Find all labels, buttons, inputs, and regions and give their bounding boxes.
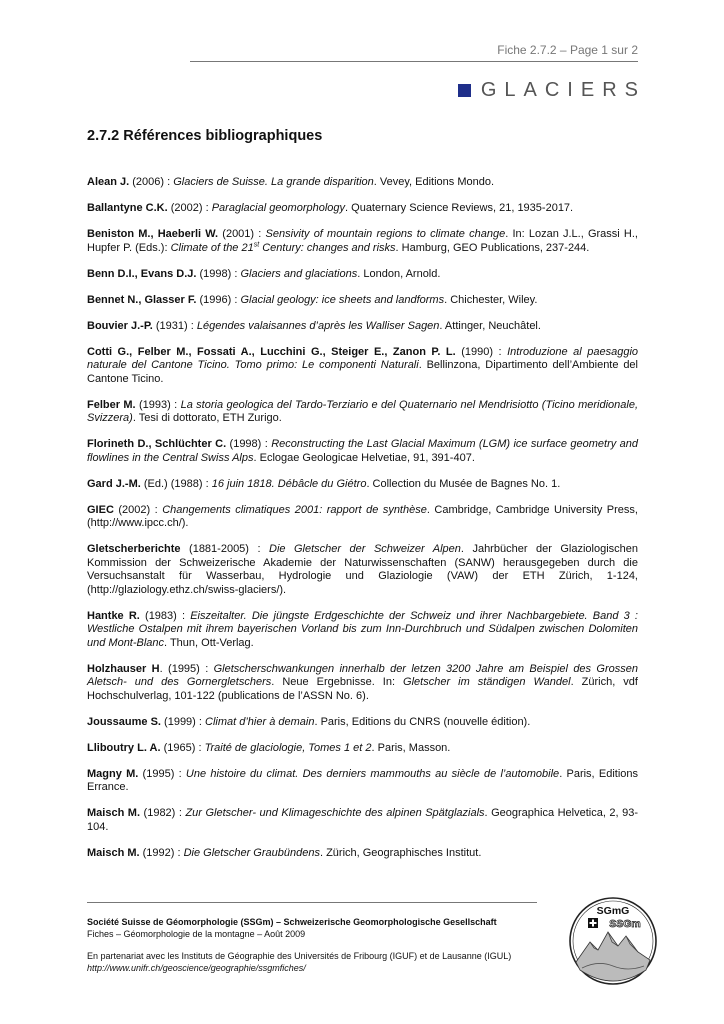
reference-title-secondary: Century: changes and risks	[259, 241, 396, 254]
reference-superscript: st	[253, 240, 260, 248]
reference-details: . Attinger, Neuchâtel.	[439, 319, 541, 332]
reference-year: . (1995) :	[159, 662, 214, 675]
reference-year: (2002) :	[167, 202, 212, 214]
reference-year: (1931) :	[152, 319, 197, 332]
reference-author: Lliboutry L. A.	[87, 741, 161, 754]
reference-author: Magny M.	[87, 767, 139, 780]
reference-details: . In: Lozan J.L., Grassi H., Hupfer P. (Eds.):	[87, 228, 638, 254]
reference-author: Benn D.I., Evans D.J.	[87, 267, 197, 280]
reference-details: . Thun, Ott-Verlag.	[164, 636, 254, 649]
reference-author: Beniston M., Haeberli W.	[87, 228, 219, 240]
reference-year: (2002) :	[113, 503, 163, 516]
reference-author: Maisch M.	[87, 807, 141, 819]
reference-entry	[87, 176, 638, 190]
reference-details: . Zürich, Geographisches Institut.	[319, 846, 482, 859]
reference-entry	[87, 543, 638, 597]
footer-fiches: Fiches – Géomorphologie de la montagne – Août 2009	[87, 928, 306, 939]
page-reference: Fiche 2.7.2 – Page 1 sur 2	[497, 43, 638, 57]
reference-author: Felber M.	[87, 398, 136, 411]
reference-author: Hantke R.	[87, 609, 140, 622]
logo-text-top: SGmG	[596, 905, 630, 917]
reference-author: Bennet N., Glasser F.	[87, 293, 197, 306]
reference-title-secondary: Gletscher im ständigen Wandel	[403, 676, 571, 688]
reference-title: Changements climatiques 2001: rapport de synthèse	[162, 503, 427, 516]
sgmg-logo	[568, 896, 658, 986]
reference-title: Paraglacial geomorphology	[211, 202, 346, 214]
reference-entry	[87, 807, 638, 834]
reference-author: Bouvier J.-P.	[87, 319, 153, 332]
reference-year: (1995) :	[138, 767, 186, 780]
reference-details: . Tesi di dottorato, ETH Zurigo.	[132, 412, 282, 424]
reference-details-secondary: . Hamburg, GEO Publications, 237-244.	[395, 241, 590, 254]
reference-entry	[87, 716, 638, 730]
reference-details: . Vevey, Editions Mondo.	[373, 176, 495, 188]
reference-title: Une histoire du climat. Des derniers mammouths au siècle de l’automobile	[185, 767, 560, 780]
reference-details: . Geographica Helvetica, 2, 93-104.	[87, 807, 638, 833]
footer-society: Société Suisse de Géomorphologie (SSGm) – Schweizerische Geomorphologische Gesellschaft	[87, 917, 497, 927]
header-divider	[190, 61, 638, 62]
reference-year: (2006) :	[129, 176, 174, 188]
reference-author: GIEC	[87, 503, 114, 516]
reference-title: Die Gletscher der Schweizer Alpen	[269, 543, 461, 555]
reference-details: . Paris, Editions Errance.	[87, 767, 638, 793]
reference-title: Die Gletscher Graubündens	[183, 846, 320, 859]
logo-text-bottom: SSGm	[609, 918, 641, 930]
reference-title: Eiszeitalter. Die jüngste Erdgeschichte der Schweiz und ihrer Nachbargebiete. Band 3 : Westliche Ostalpen mit ihrem bayerischen Vorland bis zum Inn-Durchbruch und Südalpen zwischen Dolomiten und Mont-Blanc	[87, 609, 638, 649]
reference-title: 16 juin 1818. Débâcle du Giétro	[211, 477, 367, 490]
reference-entry	[87, 610, 638, 651]
reference-title: La storia geologica del Tardo-Terziario e del Quaternario nel Mendrisiotto (Ticino meridionale, Svizzera)	[87, 398, 639, 424]
footer-url[interactable]: http://www.unifr.ch/geoscience/geographie/ssgmfiches/	[87, 962, 306, 973]
reference-details: . Paris, Masson.	[371, 741, 451, 754]
reference-title: Sensivity of mountain regions to climate change	[265, 228, 506, 240]
page-heading: 2.7.2 Références bibliographiques	[87, 128, 323, 144]
reference-entry	[87, 504, 638, 531]
reference-entry	[87, 438, 638, 465]
reference-details: . Quaternary Science Reviews, 21, 1935-2017.	[345, 202, 574, 214]
reference-year: (1998) :	[196, 267, 241, 280]
reference-year: (1965) :	[160, 741, 205, 754]
reference-entry	[87, 742, 638, 756]
reference-details: . London, Arnold.	[357, 267, 441, 280]
brand-square-icon	[458, 84, 471, 97]
reference-author: Holzhauser H	[87, 662, 160, 675]
reference-details: . Bellinzona, Dipartimento dell’Ambiente del Cantone Ticino.	[87, 359, 638, 385]
reference-author: Florineth D., Schlüchter C.	[87, 438, 227, 450]
reference-author: Cotti G., Felber M., Fossati A., Lucchini G., Steiger E., Zanon P. L.	[87, 345, 456, 358]
reference-author: Gard J.-M.	[87, 477, 141, 490]
reference-details: . Chichester, Wiley.	[444, 293, 538, 306]
footer-divider	[87, 902, 537, 903]
reference-year: (1996) :	[196, 293, 241, 306]
reference-author: Ballantyne C.K.	[87, 202, 168, 214]
reference-year: (1993) :	[135, 398, 181, 411]
reference-title: Glacial geology: ice sheets and landforms	[240, 293, 445, 306]
reference-title: Traité de glaciologie, Tomes 1 et 2	[204, 741, 372, 754]
reference-title: Gletscherschwankungen innerhalb der letzen 3200 Jahre am Beispiel des Grossen Aletsch- und des Gornergletschers	[87, 662, 638, 688]
reference-entry	[87, 294, 638, 308]
swiss-cross-icon	[588, 918, 598, 928]
reference-title: Glaciers and glaciations	[240, 267, 358, 280]
reference-entry	[87, 478, 638, 492]
reference-year: (1999) :	[160, 715, 206, 728]
reference-year: (1982) :	[140, 807, 186, 819]
reference-details: . Neue Ergebnisse. In:	[271, 676, 404, 688]
reference-year: (2001) :	[218, 228, 266, 240]
reference-entry	[87, 346, 638, 387]
reference-year: (Ed.) (1988) :	[140, 477, 212, 490]
reference-author: Gletscherberichte	[87, 543, 181, 555]
reference-entry	[87, 228, 638, 255]
reference-year: (1881-2005) :	[180, 543, 269, 555]
reference-entry	[87, 399, 638, 426]
reference-details: . Collection du Musée de Bagnes No. 1.	[366, 477, 561, 490]
reference-title: Introduzione al paesaggio naturale del Cantone Ticino. Tomo primo: Le componenti Naturali	[87, 345, 639, 371]
reference-author: Alean J.	[87, 176, 130, 188]
reference-title: Climat d’hier à demain	[205, 715, 315, 728]
reference-title: Glaciers de Suisse. La grande disparition	[173, 176, 374, 188]
reference-details: . Paris, Editions du CNRS (nouvelle édition).	[314, 715, 531, 728]
reference-entry	[87, 663, 638, 704]
section-title: GLACIERS	[480, 79, 646, 101]
footer	[87, 917, 557, 974]
reference-entry	[87, 268, 638, 282]
reference-author: Joussaume S.	[87, 715, 161, 728]
reference-entry	[87, 768, 638, 795]
section-brand	[458, 79, 646, 102]
reference-details-secondary: . Zürich, vdf Hochschulverlag, 101-122 (publications de l’ASSN No. 6).	[87, 676, 638, 702]
reference-year: (1990) :	[455, 345, 508, 358]
reference-year: (1998) :	[226, 438, 272, 450]
reference-details: . Eclogae Geologicae Helvetiae, 91, 391-407.	[253, 451, 475, 464]
reference-list	[87, 176, 638, 873]
reference-year: (1992) :	[139, 846, 184, 859]
reference-entry	[87, 847, 638, 861]
reference-year: (1983) :	[139, 609, 191, 622]
reference-entry	[87, 202, 638, 216]
reference-title: Reconstructing the Last Glacial Maximum (LGM) ice surface geometry and flowlines in the Central Swiss Alps	[87, 438, 638, 464]
reference-author: Maisch M.	[87, 846, 140, 859]
reference-title-secondary: Climate of the 21	[170, 241, 254, 254]
footer-partner: En partenariat avec les Instituts de Géographie des Universités de Fribourg (IGUF) et de Lausanne (IGUL)	[87, 951, 512, 961]
reference-details: . Cambridge, Cambridge University Press, (http://www.ipcc.ch/).	[87, 503, 638, 529]
reference-entry	[87, 320, 638, 334]
reference-title: Légendes valaisannes d’après les Walliser Sagen	[196, 319, 440, 332]
reference-title: Zur Gletscher- und Klimageschichte des alpinen Spätglazials	[185, 807, 485, 819]
reference-details: . Jahrbücher der Glaziologischen Kommission der Schweizerische Akademie der Naturwissenschaften (SANW) herausgegeben durch die Versuchsanstalt für Wasserbau, Hydrologie und Glaziologie (VAW) der ETH Zürich, 1-124, (http://glaziology.ethz.ch/swiss-glaciers/).	[87, 543, 639, 596]
